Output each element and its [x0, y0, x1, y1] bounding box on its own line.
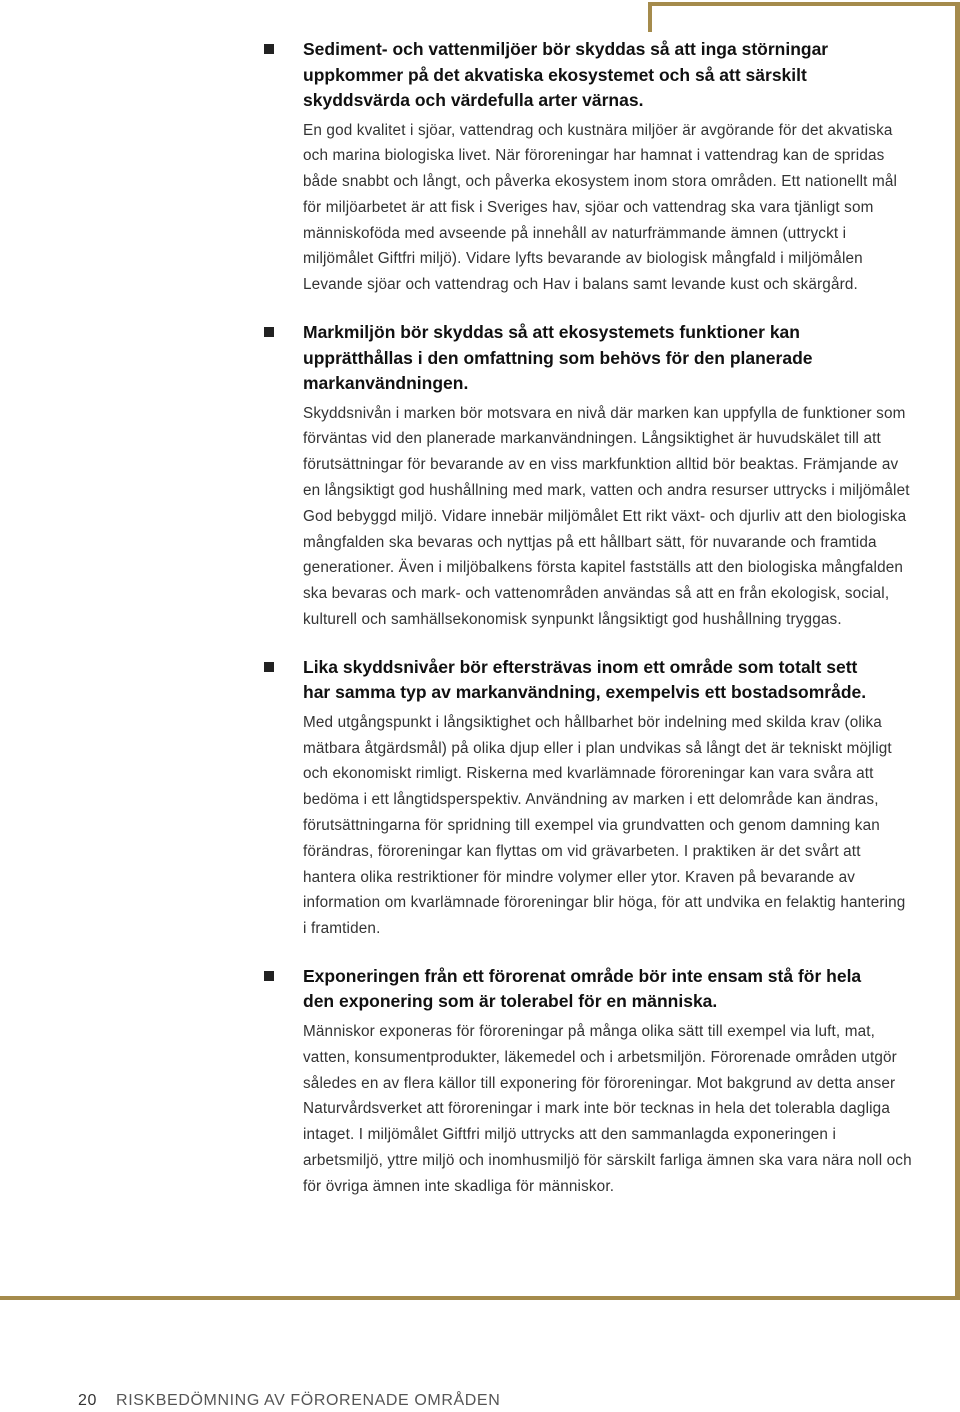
- square-bullet-icon: [264, 327, 274, 337]
- square-bullet-icon: [264, 662, 274, 672]
- section-body: En god kvalitet i sjöar, vattendrag och kustnära miljöer är avgörande för det akvatiska och marina biologiska livet. När föroreningar har hamnat i vattendrag kan de spridas både snabbt och långt, och påverka ekosystem inom stora områden. Ett nationellt mål för miljöarbetet är att fisk i Sveriges hav, sjöar och vattendrag ska vara tjänligt som människoföda med avseende på innehåll av naturfrämmande ämnen (uttryckt i miljömålet Giftfri miljö). Vidare lyfts bevarande av biologisk mångfald i miljömålen Levande sjöar och vattendrag och Hav i balans samt levande kust och skärgård.: [303, 121, 898, 294]
- section-sediment: [303, 37, 913, 298]
- frame-border-right: [955, 2, 960, 1300]
- section-body: Människor exponeras för föroreningar på många olika sätt till exempel via luft, mat, vatten, konsumentprodukter, läkemedel och i arbetsmiljön. Förorenade områden utgör således en av flera källor till exponering för föroreningar. Mot bakgrund av detta anser Naturvårdsverket att föroreningar i mark inte bör tecknas in hela det tolerabla dagliga intaget. I miljömålet Giftfri miljö uttrycks att den sammanlagda exponeringen i arbetsmiljö, yttre miljö och inomhusmiljö för särskilt farliga ämnen ska vara nära noll och för övriga ämnen inte skadliga för människor.: [303, 1022, 912, 1195]
- running-title: RISKBEDÖMNING AV FÖRORENADE OMRÅDEN: [116, 1392, 501, 1409]
- section-body: Med utgångspunkt i långsiktighet och hållbarhet bör indelning med skilda krav (olika mätbara åtgärdsmål) på olika djup eller i plan undvikas så långt det är tekniskt möjligt och ekonomiskt rimligt. Riskerna med kvarlämnade föroreningar kan vara svåra att bedöma i ett långtidsperspektiv. Användning av marken i ett delområde kan ändras, förutsättningarna för spridning till exempel via grundvatten och genom damning kan förändras, föroreningar kan flyttas om vid grävarbeten. I praktiken är det svårt att hantera olika restriktioner för mindre volymer eller ytor. Kraven på bevarande av information om kvarlämnade föroreningar blir höga, för att undvika en felaktig hantering i framtiden.: [303, 713, 906, 938]
- square-bullet-icon: [264, 44, 274, 54]
- frame-border-top: [648, 2, 960, 6]
- page-footer: [78, 1392, 500, 1410]
- main-content: [303, 37, 913, 1222]
- square-bullet-icon: [264, 971, 274, 981]
- section-exponering: [303, 964, 913, 1200]
- section-heading: Sediment- och vattenmiljöer bör skyddas så att inga störningar uppkommer på det akvatiska ekosystemet och så att särskilt skyddsvärda och värdefulla arter värnas.: [303, 39, 829, 110]
- section-markmiljo: [303, 320, 913, 633]
- section-body: Skyddsnivån i marken bör motsvara en nivå där marken kan uppfylla de funktioner som förväntas vid den planerade markanvändningen. Långsiktighet är huvudskälet till att förutsättningar för bevarande av en viss markfunktion alltid bör beaktas. Främjande av en långsiktigt god hushållning med mark, vatten och andra resurser uttrycks i miljömålet God bebyggd miljö. Vidare innebär miljömålet Ett rikt växt- och djurliv att den biologiska mångfalden ska bevaras och nyttjas på ett hållbart sätt, för nuvarande och framtida generationer. Även i miljöbalkens första kapitel fastställs att den biologiska mångfalden ska bevaras och mark- och vattenområden användas så att en från ekologisk, social, kulturell och samhällsekonomisk synpunkt långsiktigt god hushållning tryggas.: [303, 404, 910, 628]
- section-heading: Exponeringen från ett förorenat område bör inte ensam stå för hela den exponering som är tolerabel för en människa.: [303, 965, 862, 1012]
- section-skyddsnivaer: [303, 655, 913, 942]
- section-heading: Lika skyddsnivåer bör eftersträvas inom ett område som totalt sett har samma typ av markanvändning, exempelvis ett bostadsområde.: [303, 656, 867, 703]
- page-number: 20: [78, 1392, 97, 1409]
- section-heading: Markmiljön bör skyddas så att ekosystemets funktioner kan upprätthållas i den omfattning som behövs för den planerade markanvändningen.: [303, 322, 813, 394]
- frame-border-bottom: [0, 1296, 960, 1300]
- frame-border-left: [648, 2, 652, 32]
